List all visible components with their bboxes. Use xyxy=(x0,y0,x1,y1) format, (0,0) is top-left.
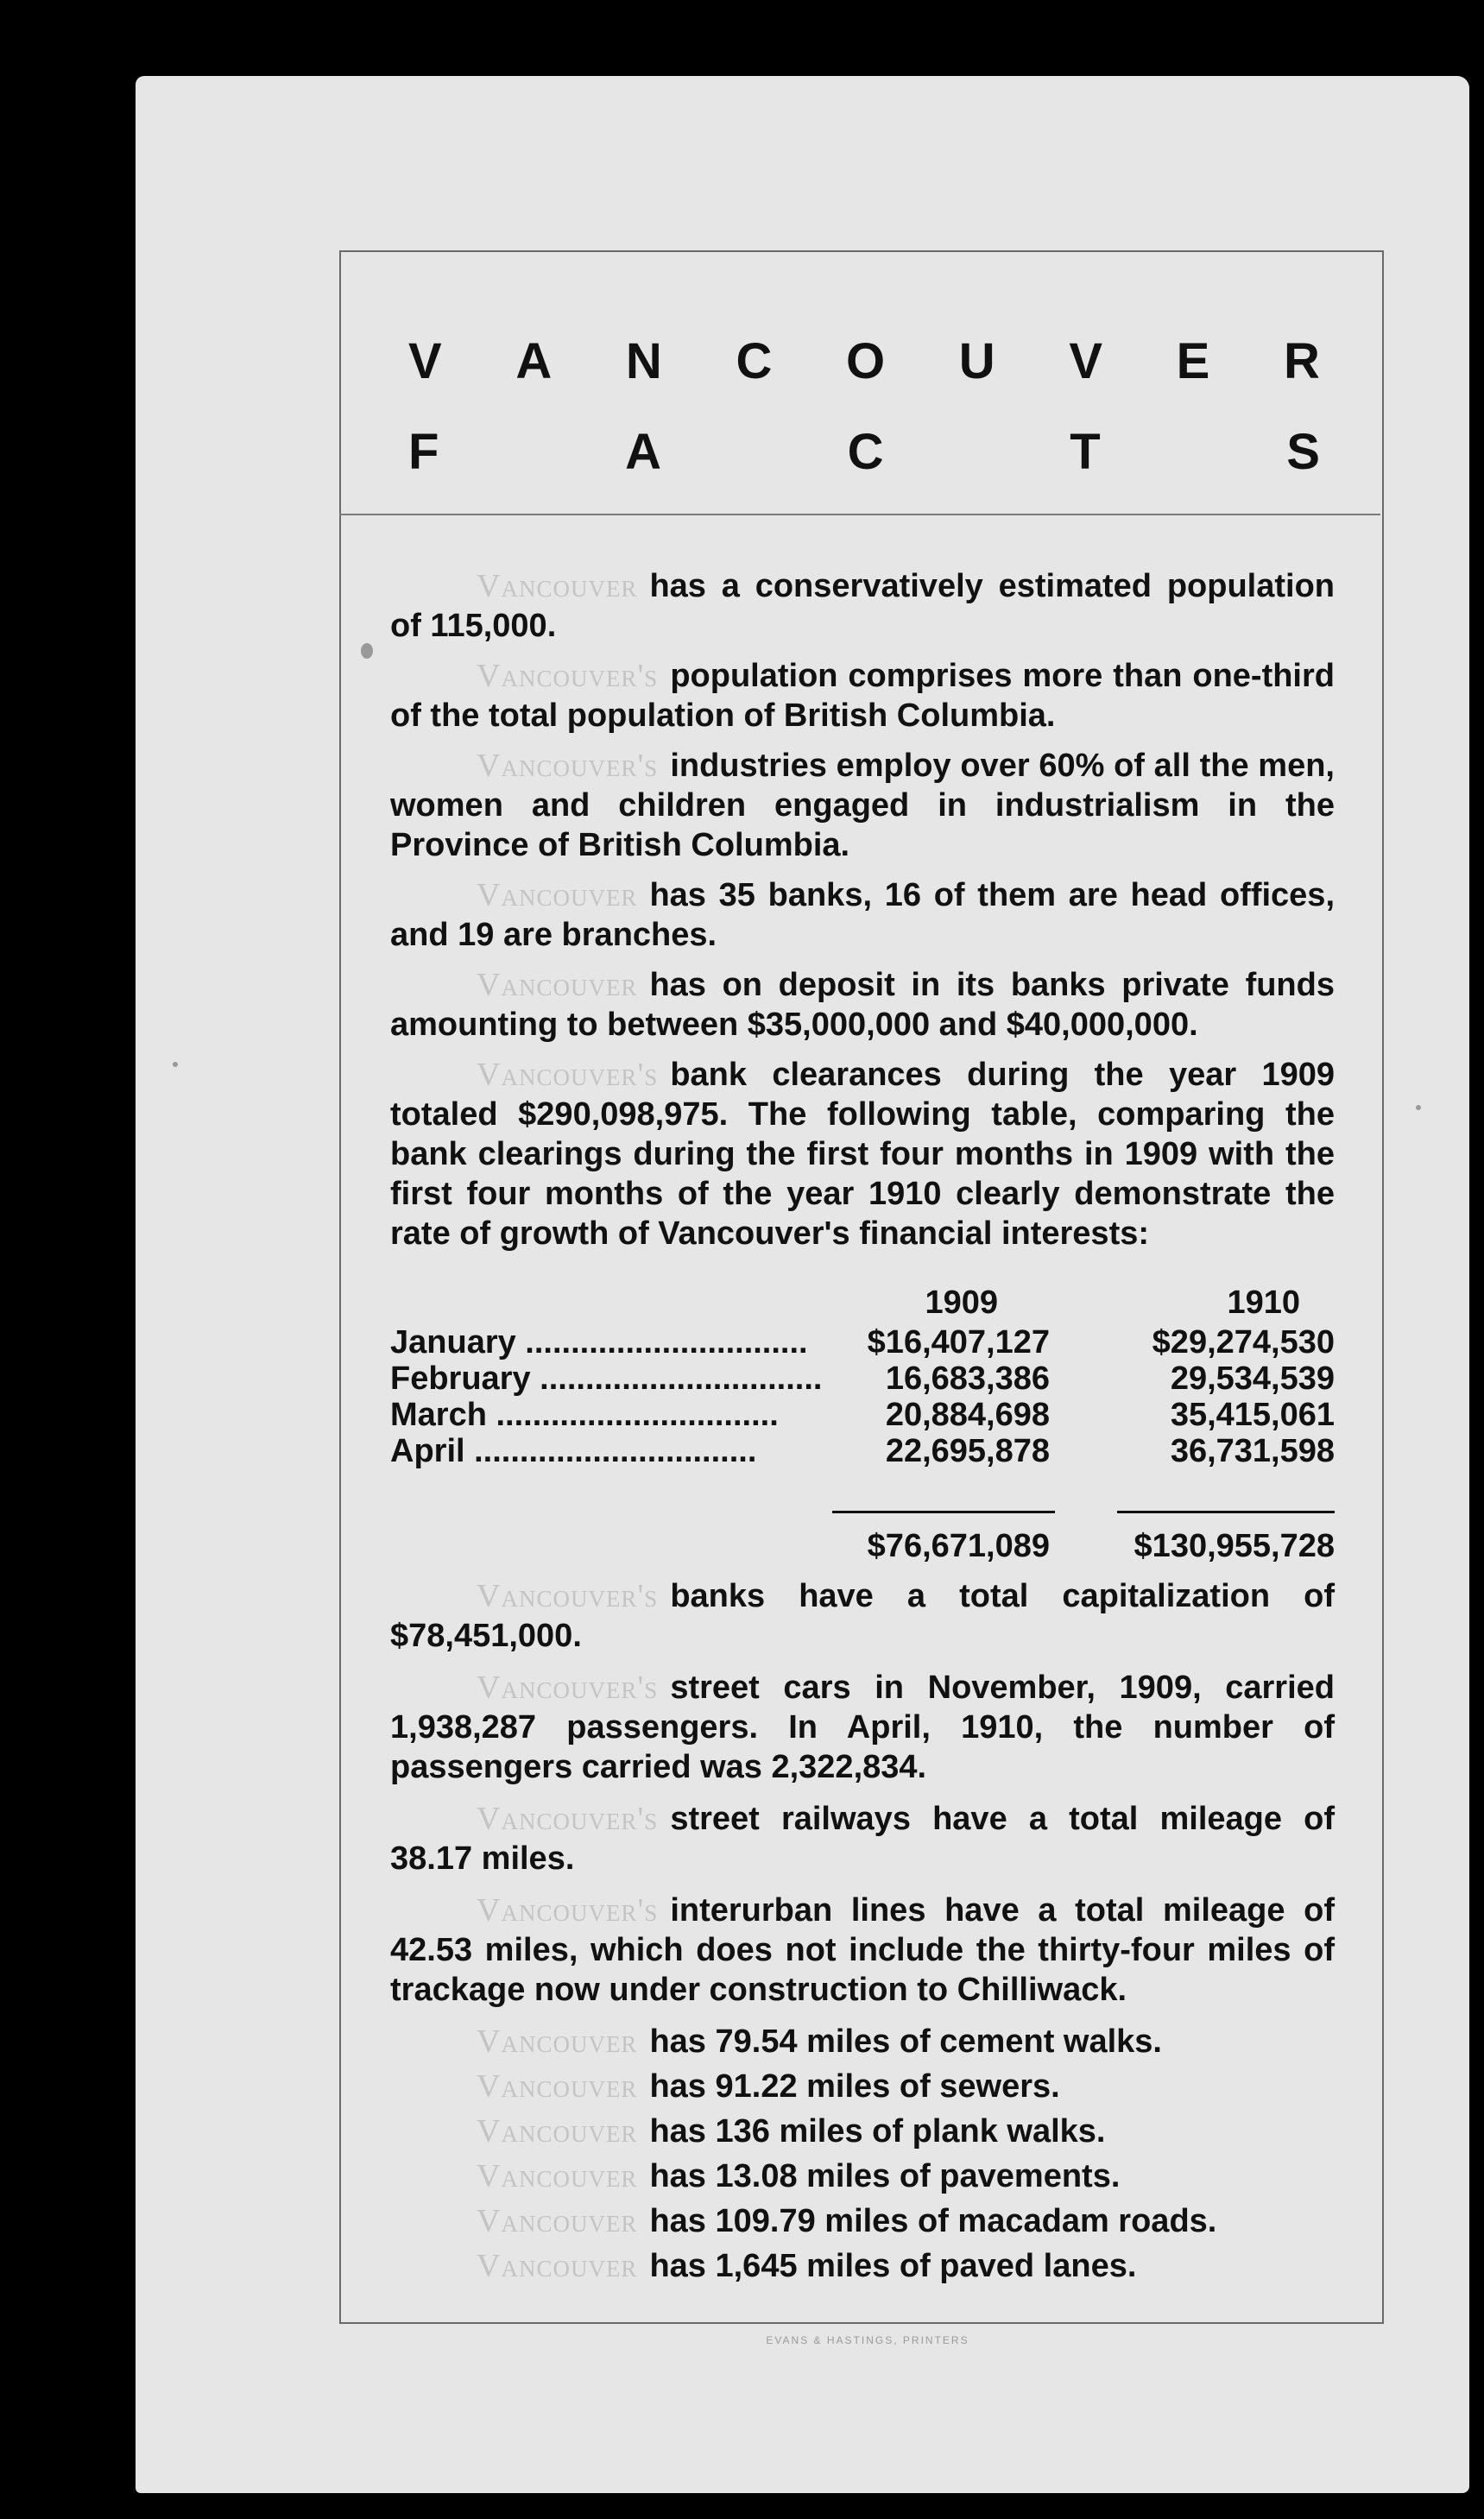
total-rule-1909 xyxy=(832,1511,1055,1513)
title-letter: N xyxy=(625,333,662,389)
lead-word: Vancouver's xyxy=(477,658,659,694)
value-1909: 20,884,698 xyxy=(885,1397,1050,1433)
value-1909: $16,407,127 xyxy=(867,1324,1050,1361)
lead-word: Vancouver xyxy=(477,2158,638,2194)
value-1909: 16,683,386 xyxy=(885,1361,1050,1397)
list-item-text: has 109.79 miles of macadam roads. xyxy=(649,2203,1217,2239)
fact-paragraph xyxy=(390,1668,1335,1787)
month-label: April ............................... xyxy=(390,1433,757,1469)
fact-text: street cars in November, 1909, carried 1,938,287 passengers. In April, 1910, the number of passengers carried was 2,322,834. xyxy=(390,1670,1335,1785)
lead-word: Vancouver xyxy=(477,2248,638,2284)
list-item-text: has 1,645 miles of paved lanes. xyxy=(649,2248,1137,2284)
list-item xyxy=(390,2246,1335,2286)
header-1909: 1909 xyxy=(925,1285,998,1321)
table-header-row xyxy=(390,1285,1335,1324)
lead-word: Vancouver xyxy=(477,967,638,1003)
lead-word: Vancouver's xyxy=(477,1801,659,1837)
value-1909: 22,695,878 xyxy=(885,1433,1050,1469)
lead-word: Vancouver xyxy=(477,568,638,604)
list-item xyxy=(390,2112,1335,2151)
fact-text: has 35 banks, 16 of them are head offices, and 19 are branches. xyxy=(390,877,1335,953)
list-item-text: has 13.08 miles of pavements. xyxy=(649,2158,1121,2194)
month-label: February ............................... xyxy=(390,1361,823,1397)
table-row xyxy=(390,1361,1335,1400)
fact-text: has on deposit in its banks private funds amounting to between $35,000,000 and $40,000,000. xyxy=(390,967,1335,1043)
title-letter: O xyxy=(845,333,886,389)
fact-paragraph xyxy=(390,875,1335,955)
month-label: January ............................... xyxy=(390,1324,808,1361)
title-letter: C xyxy=(736,333,773,389)
title-letter: A xyxy=(625,424,661,480)
lead-word: Vancouver xyxy=(477,2023,638,2060)
table-total-row xyxy=(390,1528,1335,1568)
list-item xyxy=(390,2156,1335,2196)
header-1910: 1910 xyxy=(1227,1285,1300,1321)
title-box xyxy=(339,250,1380,515)
list-item xyxy=(390,2067,1335,2106)
title-letter: T xyxy=(1070,424,1101,480)
list-item-text: has 136 miles of plank walks. xyxy=(649,2113,1106,2150)
list-item-text: has 91.22 miles of sewers. xyxy=(649,2068,1060,2105)
title-letter: F xyxy=(408,424,439,480)
title-letter: E xyxy=(1176,333,1210,389)
ink-speck xyxy=(173,1062,178,1067)
table-row xyxy=(390,1433,1335,1473)
title-letter: A xyxy=(515,333,553,389)
list-item xyxy=(390,2201,1335,2241)
title-letter: S xyxy=(1286,424,1320,480)
fact-paragraph xyxy=(390,1799,1335,1878)
fact-text: interurban lines have a total mileage of 42.53 miles, which does not include the thirty-four miles of trackage now under construction to Chilliwack. xyxy=(390,1892,1335,2008)
value-1910: 29,534,539 xyxy=(1170,1361,1335,1397)
lead-word: Vancouver's xyxy=(477,748,659,784)
title-letter: V xyxy=(408,333,442,389)
title-letter: R xyxy=(1284,333,1320,389)
list-item-text: has 79.54 miles of cement walks. xyxy=(649,2023,1162,2060)
printer-imprint: EVANS & HASTINGS, PRINTERS xyxy=(766,2334,969,2346)
fact-paragraph xyxy=(390,965,1335,1045)
lead-word: Vancouver xyxy=(477,2113,638,2150)
lead-word: Vancouver's xyxy=(477,1892,659,1929)
total-1910: $130,955,728 xyxy=(1134,1528,1335,1564)
fact-paragraph xyxy=(390,1055,1335,1253)
title-facts xyxy=(408,423,1320,481)
fact-text: bank clearances during the year 1909 totaled $290,098,975. The following table, comparing the bank clearings during the first four months in 1909 with the first four months of the year 1910 clearly demonstrate the rate of growth of Vancouver's financial interests: xyxy=(390,1057,1335,1252)
table-row xyxy=(390,1397,1335,1436)
total-1909: $76,671,089 xyxy=(867,1528,1050,1564)
lead-word: Vancouver xyxy=(477,877,638,913)
value-1910: 36,731,598 xyxy=(1170,1433,1335,1469)
title-letter: C xyxy=(847,424,884,480)
fact-paragraph xyxy=(390,1891,1335,2010)
lead-word: Vancouver xyxy=(477,2203,638,2239)
total-rule-1910 xyxy=(1117,1511,1335,1513)
title-letter: V xyxy=(1069,333,1102,389)
lead-word: Vancouver's xyxy=(477,1578,659,1614)
facts-section-1 xyxy=(390,566,1335,1253)
fact-text: population comprises more than one-third of the total population of British Columbia. xyxy=(390,658,1335,734)
fact-paragraph xyxy=(390,566,1335,646)
fact-text: street railways have a total mileage of 38.17 miles. xyxy=(390,1801,1335,1877)
fact-text: industries employ over 60% of all the men, women and children engaged in industrialism in the Province of British Columbia. xyxy=(390,748,1335,863)
lead-word: Vancouver xyxy=(477,2068,638,2105)
ink-speck xyxy=(1416,1105,1421,1110)
fact-paragraph xyxy=(390,746,1335,865)
ink-speck xyxy=(361,643,373,659)
facts-section-2 xyxy=(390,1576,1335,2286)
fact-text: has a conservatively estimated population of 115,000. xyxy=(390,568,1335,644)
value-1910: $29,274,530 xyxy=(1152,1324,1335,1361)
title-letter: U xyxy=(958,333,995,389)
table-row xyxy=(390,1324,1335,1364)
clearings-table xyxy=(390,1285,1335,1578)
list-item xyxy=(390,2022,1335,2061)
month-label: March ............................... xyxy=(390,1397,779,1433)
lead-word: Vancouver's xyxy=(477,1057,659,1093)
title-vancouver xyxy=(408,332,1320,390)
fact-paragraph xyxy=(390,656,1335,735)
lead-word: Vancouver's xyxy=(477,1670,659,1706)
fact-paragraph xyxy=(390,1576,1335,1656)
value-1910: 35,415,061 xyxy=(1170,1397,1335,1433)
fact-text: banks have a total capitalization of $78,451,000. xyxy=(390,1578,1335,1654)
infrastructure-list xyxy=(390,2022,1335,2286)
